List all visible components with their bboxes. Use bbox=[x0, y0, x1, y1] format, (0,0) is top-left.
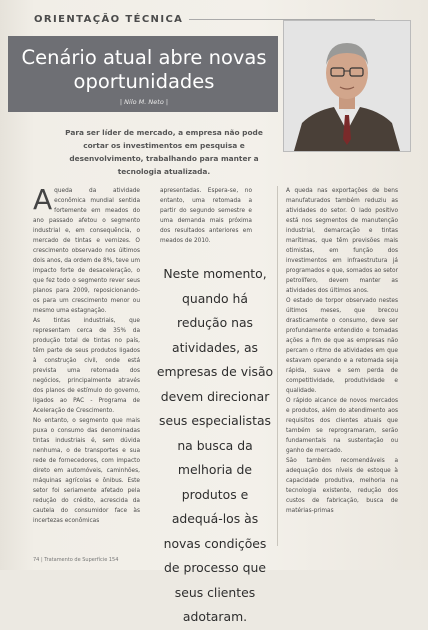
lead-paragraph: Para ser líder de mercado, a empresa não pode cortar os investimentos em pesquisa e desenvolvimento, trabalhando para manter a tecnologia atualizada. bbox=[65, 128, 263, 176]
col3-paragraph-4: São também recomendáveis a adequação dos níveis de estoque à capacidade produtiva, melhoria na tecnologia existente, redução dos custos de fabricação, busca de matérias-primas bbox=[286, 458, 398, 514]
portrait-image bbox=[284, 21, 410, 151]
article-title bbox=[14, 46, 274, 94]
section-label: ORIENTAÇÃO TÉCNICA bbox=[34, 14, 184, 25]
col3-paragraph-2: O estado de torpor observado nestes últimos meses, que brecou drasticamente o consumo, deve ser profundamente entendido e tomadas ações a fim de que as empresas não percam o ritmo de atividades em que estavam operando e a retomada seja rápida, suave e sem perda de competitividade, produtividade e qualidade. bbox=[286, 298, 398, 394]
author-byline: | Nilo M. Neto | bbox=[119, 98, 169, 106]
column-divider bbox=[277, 186, 278, 546]
column-2 bbox=[160, 186, 252, 246]
title-line-1: Cenário atual abre novas bbox=[21, 46, 267, 69]
pull-quote: Neste momento, quando há redução nas atividades, as empresas de visão devem direcionar seus especialistas na busca da melhoria de produtos e adequá-los às novas condições de processo que seus clientes adotaram. bbox=[156, 266, 274, 624]
page-footer: 74 | Tratamento de Superfície 154 bbox=[33, 557, 119, 563]
column-3 bbox=[286, 186, 398, 516]
col1-paragraph-1: Aqueda da atividade econômica mundial sentida fortemente em meados do ano passado afetou o segmento industrial e, em consequência, o mercado de tintas e vernizes. O crescimento observado nos últimos dois anos, da ordem de 8%, teve um impacto forte de desaceleração, o que fez todo o segmento rever seus planos para 2009, reposicionando-os para um crescimento menor ou mesmo uma estagnação. bbox=[33, 183, 140, 314]
column-1 bbox=[33, 183, 140, 526]
drop-cap: A bbox=[33, 183, 53, 216]
title-line-2: oportunidades bbox=[73, 70, 215, 93]
author-photo bbox=[283, 20, 411, 152]
col1-paragraph-2: As tintas industriais, que representam cerca de 35% da produção total de tintas no país, têm parte de seus produtos ligados à construção civil, onde está prevista uma retomada dos negócios, principalmente através dos planos de estímulo do governo, ligados ao PAC - Programa de Aceleração de Crescimento. bbox=[33, 318, 140, 414]
col1-paragraph-3: No entanto, o segmento que mais puxa o consumo das denominadas tintas industriais é, sem dúvida nenhuma, o de transportes e sua rede de fornecedores, com impacto direto em automóveis, caminhões, máquinas agrícolas e ônibus. Este setor foi seriamente afetado pela redução do crédito, acrescida da cautela do consumidor face às incertezas econômicas bbox=[33, 418, 140, 524]
col3-paragraph-3: O rápido alcance de novos mercados e produtos, além do atendimento aos requisitos dos clientes atuais que também se reprogramaram, serão fundamentais na sustentação ou ganho de mercado. bbox=[286, 398, 398, 454]
col2-paragraph-1: apresentadas. Espera-se, no entanto, uma retomada a partir do segundo semestre e uma demanda mais próxima dos resultados anteriores em meados de 2010. bbox=[160, 188, 252, 244]
col3-paragraph-1: A queda nas exportações de bens manufaturados também reduziu as atividades do setor. O lado positivo está nos segmentos de manutenção industrial, demarcação e tintas marítimas, que têm previsões mais otimistas, em função dos investimentos em infraestrutura já programados e que, somados ao setor petrolífero, devem manter as atividades dos últimos anos. bbox=[286, 188, 398, 294]
